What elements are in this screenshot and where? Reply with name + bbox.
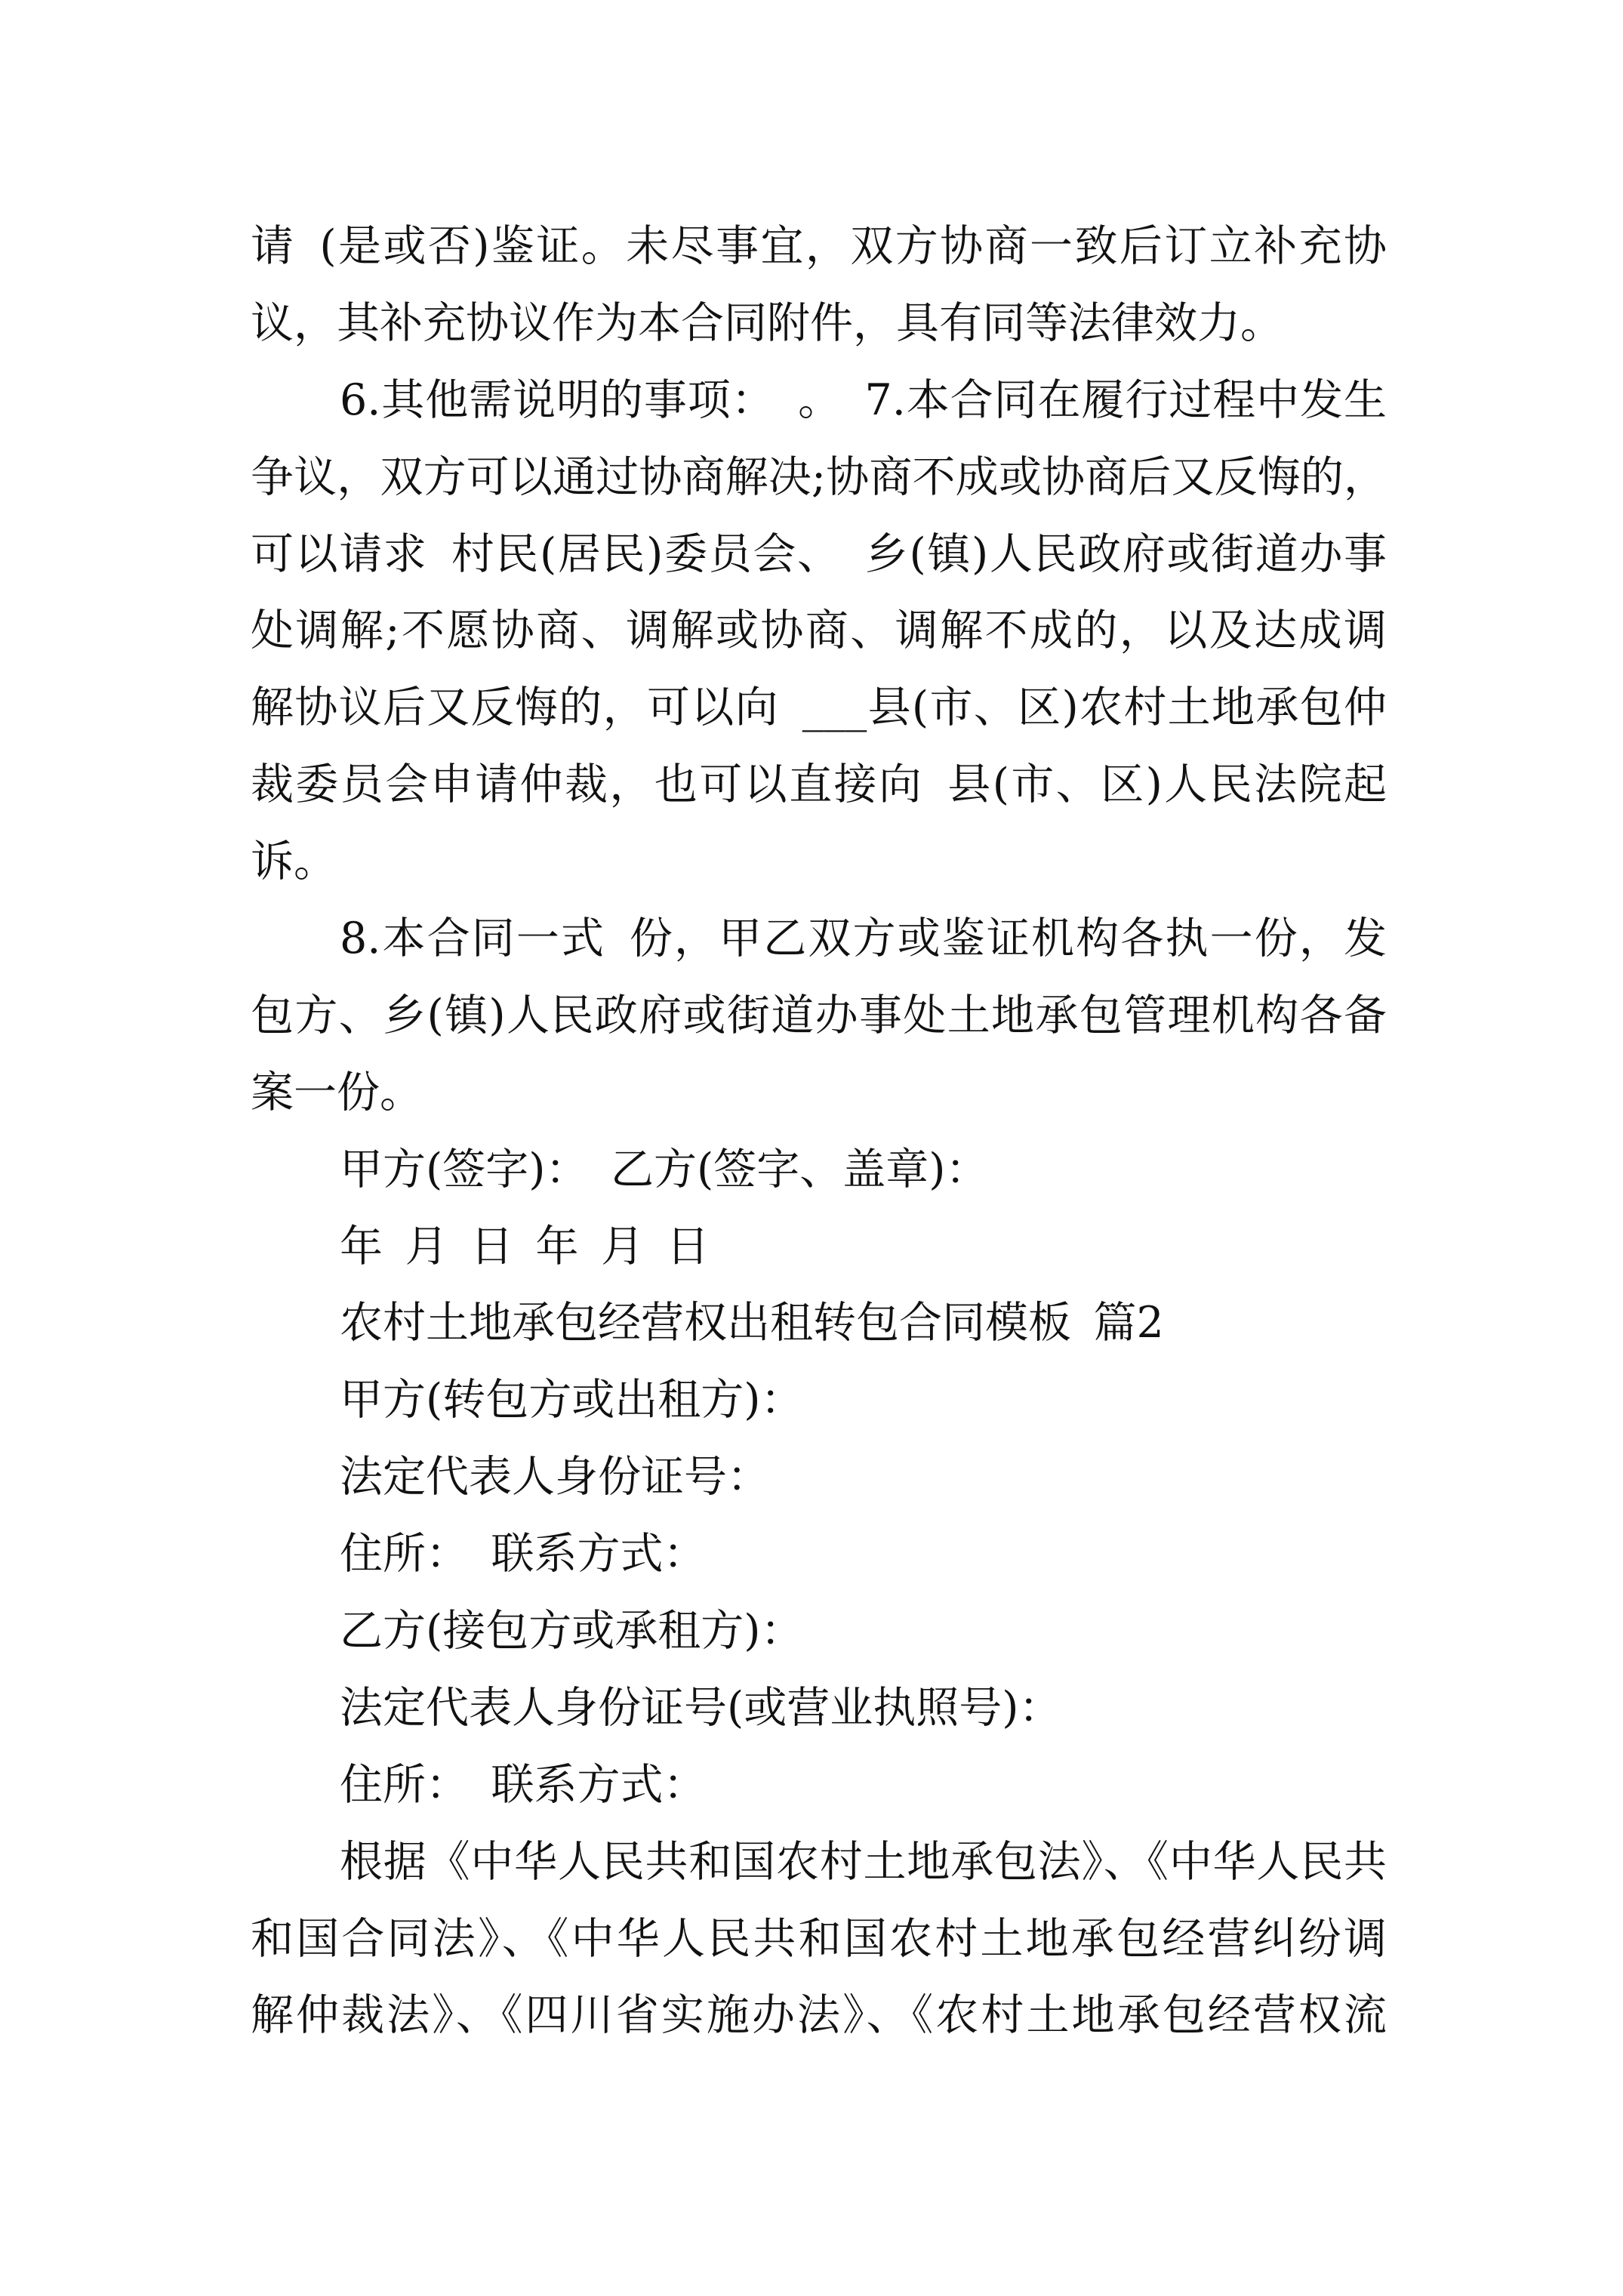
text-line: 解仲裁法》、《四川省实施办法》、《农村土地承包经营权流 xyxy=(251,1990,1387,2041)
text-line: 处调解;不愿协商、调解或协商、调解不成的，以及达成调 xyxy=(251,606,1387,656)
party-a-label: 甲方(转包方或出租方)： xyxy=(340,1375,804,1425)
paragraph-legal-basis xyxy=(251,1824,1387,2055)
party-a-address-label: 住所： 联系方式： xyxy=(340,1529,707,1579)
party-b-id-label: 法定代表人身份证号(或营业执照号)： xyxy=(340,1682,1062,1733)
party-b-address-label: 住所： 联系方式： xyxy=(340,1759,707,1810)
text-line: 案一份。 xyxy=(251,1067,423,1117)
paragraph-copies xyxy=(251,901,1387,1132)
text-line: 解协议后又反悔的，可以向 ___县(市、区)农村土地承包仲 xyxy=(251,683,1387,733)
text-line: 6.其他需说明的事项： 。 7.本合同在履行过程中发生 xyxy=(340,374,1387,425)
text-line: 和国合同法》、《中华人民共和国农村土地承包经营纠纷调 xyxy=(251,1913,1387,1964)
paragraph-supplementary-agreement xyxy=(251,208,1387,362)
text-line: 议，其补充协议作为本合同附件，具有同等法律效力。 xyxy=(251,297,1283,348)
text-line: 包方、乡(镇)人民政府或街道办事处土地承包管理机构各备 xyxy=(251,990,1387,1040)
section-title: 农村土地承包经营权出租转包合同模板 篇2 xyxy=(340,1298,1164,1348)
signature-line: 甲方(签字)： 乙方(签字、盖章)： xyxy=(340,1144,989,1194)
text-line: 裁委员会申请仲裁，也可以直接向 县(市、区)人民法院起 xyxy=(251,760,1387,810)
text-line: 请 (是或否)鉴证。未尽事宜，双方协商一致后订立补充协 xyxy=(251,221,1387,271)
paragraph-dispute-resolution xyxy=(251,362,1387,901)
text-line: 争议，双方可以通过协商解决;协商不成或协商后又反悔的， xyxy=(251,451,1387,502)
text-line: 可以请求 村民(居民)委员会、 乡(镇)人民政府或街道办事 xyxy=(251,529,1387,579)
date-line: 年 月 日 年 月 日 xyxy=(340,1221,710,1271)
party-b-label: 乙方(接包方或承租方)： xyxy=(340,1606,804,1657)
text-line: 诉。 xyxy=(251,837,337,887)
party-a-id-label: 法定代表人身份证号： xyxy=(340,1452,770,1502)
text-line: 根据《中华人民共和国农村土地承包法》、《中华人民共 xyxy=(340,1836,1387,1887)
text-line: 8.本合同一式 份，甲乙双方或鉴证机构各执一份，发 xyxy=(340,914,1387,964)
document-page xyxy=(251,208,1387,2054)
